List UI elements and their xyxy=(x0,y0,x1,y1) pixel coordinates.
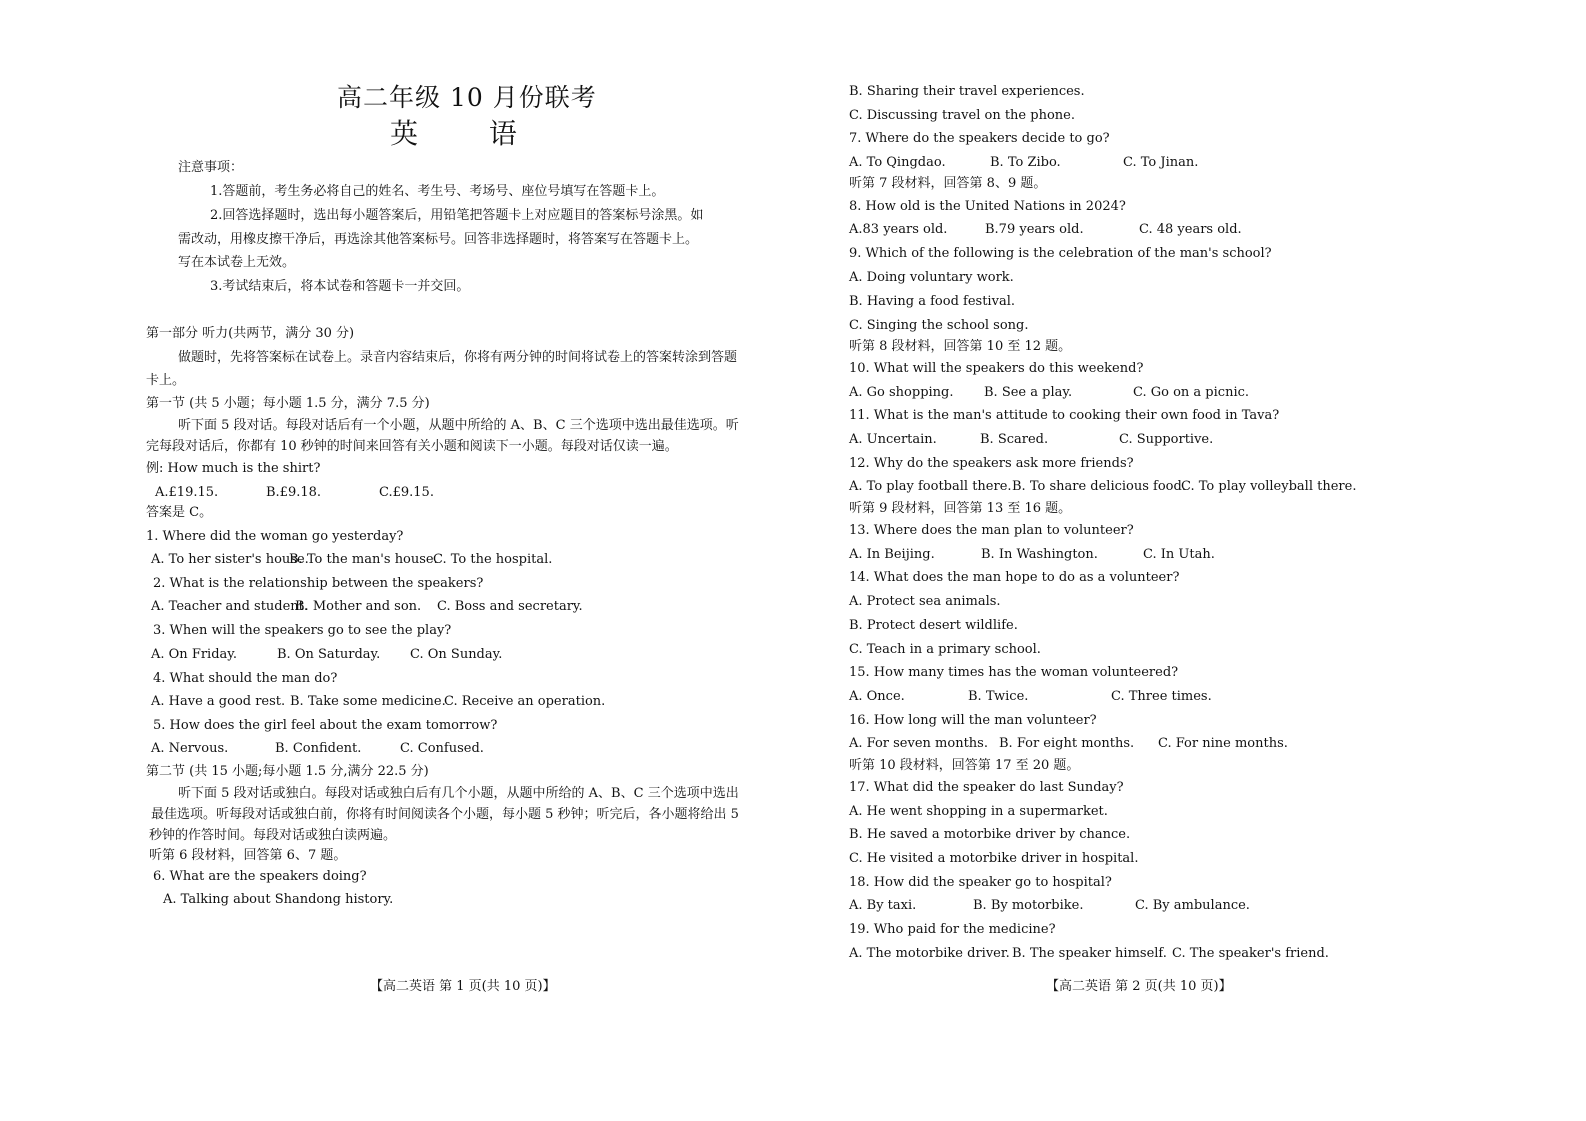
option-c: C. For nine months. xyxy=(1158,736,1288,751)
question-17-option-a: A. He went shopping in a supermarket. xyxy=(849,804,1108,819)
notice-item-2-cont2: 写在本试卷上无效。 xyxy=(178,255,296,270)
option-a: A. In Beijing. xyxy=(849,547,935,562)
option-b: B. To share delicious food. xyxy=(1012,479,1186,494)
question-9: 9. Which of the following is the celebration of the man's school? xyxy=(849,246,1272,261)
option-b: B. In Washington. xyxy=(981,547,1098,562)
notice-heading: 注意事项： xyxy=(178,160,244,175)
option-c: C. Three times. xyxy=(1111,689,1212,704)
option-a: A.£19.15. xyxy=(155,485,219,500)
option-a: A. Once. xyxy=(849,689,905,704)
option-a: A. By taxi. xyxy=(849,898,917,913)
question-17: 17. What did the speaker do last Sunday? xyxy=(849,780,1124,795)
notice-item-1: 1.答题前，考生务必将自己的姓名、考生号、考场号、座位号填写在答题卡上。 xyxy=(210,184,665,199)
notice-item-2-cont: 需改动，用橡皮擦干净后，再选涂其他答案标号。回答非选择题时，将答案写在答题卡上。 xyxy=(178,232,699,247)
option-a: A. Teacher and student. xyxy=(151,599,309,614)
section-two-instructions-cont2: 秒钟的作答时间。每段对话或独白读两遍。 xyxy=(149,828,397,843)
question-18: 18. How did the speaker go to hospital? xyxy=(849,875,1112,890)
option-c: C. 48 years old. xyxy=(1139,222,1242,237)
option-c: C. On Sunday. xyxy=(410,647,503,662)
question-8: 8. How old is the United Nations in 2024? xyxy=(849,199,1126,214)
question-14-option-c: C. Teach in a primary school. xyxy=(849,642,1041,657)
question-2: 2. What is the relationship between the speakers? xyxy=(153,576,484,591)
option-c: C. Supportive. xyxy=(1119,432,1214,447)
option-b: B. For eight months. xyxy=(999,736,1135,751)
part-one-heading: 第一部分 听力(共两节，满分 30 分) xyxy=(146,326,355,341)
option-c: C. To play volleyball there. xyxy=(1181,479,1357,494)
question-5: 5. How does the girl feel about the exam tomorrow? xyxy=(153,718,498,733)
material-10-heading: 听第 10 段材料，回答第 17 至 20 题。 xyxy=(849,758,1080,773)
option-c: C. Go on a picnic. xyxy=(1133,385,1250,400)
material-8-heading: 听第 8 段材料，回答第 10 至 12 题。 xyxy=(849,339,1072,354)
option-a: A. The motorbike driver. xyxy=(849,946,1010,961)
question-15: 15. How many times has the woman volunteered? xyxy=(849,665,1179,680)
option-b: B. See a play. xyxy=(984,385,1073,400)
option-c: C. By ambulance. xyxy=(1135,898,1250,913)
question-14-option-b: B. Protect desert wildlife. xyxy=(849,618,1018,633)
question-3: 3. When will the speakers go to see the play? xyxy=(153,623,452,638)
option-a: A. For seven months. xyxy=(849,736,988,751)
option-c: C. To Jinan. xyxy=(1123,155,1199,170)
option-a: A. To her sister's house. xyxy=(151,552,309,567)
option-b: B. To the man's house. xyxy=(289,552,438,567)
section-one-instructions-cont: 完每段对话后，你都有 10 秒钟的时间来回答有关小题和阅读下一小题。每段对话仅读一遍。 xyxy=(146,439,678,454)
option-b: B. The speaker himself. xyxy=(1012,946,1167,961)
exam-page-2 xyxy=(793,0,1586,1121)
question-1: 1. Where did the woman go yesterday? xyxy=(146,529,404,544)
question-13: 13. Where does the man plan to volunteer? xyxy=(849,523,1134,538)
option-b: B. Confident. xyxy=(275,741,362,756)
option-a: A. To Qingdao. xyxy=(849,155,946,170)
question-6: 6. What are the speakers doing? xyxy=(153,869,367,884)
question-7: 7. Where do the speakers decide to go? xyxy=(849,131,1110,146)
example-question: 例: How much is the shirt? xyxy=(146,461,321,476)
option-b: B. By motorbike. xyxy=(973,898,1084,913)
option-b: B. Scared. xyxy=(980,432,1049,447)
question-9-option-a: A. Doing voluntary work. xyxy=(849,270,1014,285)
question-14: 14. What does the man hope to do as a volunteer? xyxy=(849,570,1180,585)
section-two-instructions-cont: 最佳选项。听每段对话或独白前，你将有时间阅读各个小题，每小题 5 秒钟；听完后，各小题将给出 5 xyxy=(151,807,739,822)
material-9-heading: 听第 9 段材料，回答第 13 至 16 题。 xyxy=(849,501,1072,516)
option-b: B. On Saturday. xyxy=(277,647,381,662)
option-a: A. Go shopping. xyxy=(849,385,954,400)
page-footer: 【高二英语 第 1 页(共 10 页)】 xyxy=(370,979,556,994)
notice-item-2: 2.回答选择题时，选出每小题答案后，用铅笔把答题卡上对应题目的答案标号涂黑。如 xyxy=(210,208,704,223)
option-b: B. Mother and son. xyxy=(295,599,422,614)
part-one-instructions: 做题时，先将答案标在试卷上。录音内容结束后，你将有两分钟的时间将试卷上的答案转涂到答题 xyxy=(178,350,738,365)
option-b: B. To Zibo. xyxy=(990,155,1061,170)
option-a: A. To play football there. xyxy=(849,479,1012,494)
option-a: A. On Friday. xyxy=(151,647,238,662)
option-b: B. Twice. xyxy=(968,689,1029,704)
option-a: A. Nervous. xyxy=(151,741,229,756)
question-17-option-c: C. He visited a motorbike driver in hospital. xyxy=(849,851,1139,866)
exam-subject: 英 语 xyxy=(390,117,517,150)
option-b: B.£9.18. xyxy=(266,485,322,500)
question-17-option-b: B. He saved a motorbike driver by chance. xyxy=(849,827,1131,842)
option-c: C. Confused. xyxy=(400,741,484,756)
material-6-heading: 听第 6 段材料，回答第 6、7 题。 xyxy=(149,848,347,863)
question-16: 16. How long will the man volunteer? xyxy=(849,713,1097,728)
question-6-option-c: C. Discussing travel on the phone. xyxy=(849,108,1075,123)
question-6-option-a: A. Talking about Shandong history. xyxy=(163,892,394,907)
part-one-instructions-cont: 卡上。 xyxy=(146,373,186,388)
option-c: C. Receive an operation. xyxy=(444,694,606,709)
option-b: B. Take some medicine. xyxy=(290,694,446,709)
section-one-heading: 第一节 (共 5 小题；每小题 1.5 分，满分 7.5 分) xyxy=(146,396,430,411)
section-two-instructions: 听下面 5 段对话或独白。每段对话或独白后有几个小题，从题中所给的 A、B、C 三个选项中选出 xyxy=(178,786,739,801)
option-a: A. Uncertain. xyxy=(849,432,937,447)
option-c: C. To the hospital. xyxy=(433,552,553,567)
option-c: C. Boss and secretary. xyxy=(437,599,583,614)
option-b: B.79 years old. xyxy=(985,222,1084,237)
option-c: C. In Utah. xyxy=(1143,547,1215,562)
option-c: C.£9.15. xyxy=(379,485,434,500)
question-19: 19. Who paid for the medicine? xyxy=(849,922,1056,937)
exam-title: 高二年级 10 月份联考 xyxy=(337,83,597,112)
question-12: 12. Why do the speakers ask more friends? xyxy=(849,456,1134,471)
example-answer: 答案是 C。 xyxy=(146,505,213,520)
question-9-option-c: C. Singing the school song. xyxy=(849,318,1029,333)
page-footer: 【高二英语 第 2 页(共 10 页)】 xyxy=(1046,979,1232,994)
question-14-option-a: A. Protect sea animals. xyxy=(849,594,1001,609)
question-10: 10. What will the speakers do this weekend? xyxy=(849,361,1144,376)
question-4: 4. What should the man do? xyxy=(153,671,338,686)
option-a: A.83 years old. xyxy=(849,222,948,237)
question-6-option-b: B. Sharing their travel experiences. xyxy=(849,84,1085,99)
section-two-heading: 第二节 (共 15 小题;每小题 1.5 分,满分 22.5 分) xyxy=(146,764,429,779)
material-7-heading: 听第 7 段材料，回答第 8、9 题。 xyxy=(849,176,1047,191)
notice-item-3: 3.考试结束后，将本试卷和答题卡一并交回。 xyxy=(210,279,470,294)
option-c: C. The speaker's friend. xyxy=(1172,946,1329,961)
question-11: 11. What is the man's attitude to cooking their own food in Tava? xyxy=(849,408,1280,423)
question-9-option-b: B. Having a food festival. xyxy=(849,294,1015,309)
option-a: A. Have a good rest. xyxy=(151,694,286,709)
section-one-instructions: 听下面 5 段对话。每段对话后有一个小题，从题中所给的 A、B、C 三个选项中选出最佳选项。听 xyxy=(178,418,739,433)
